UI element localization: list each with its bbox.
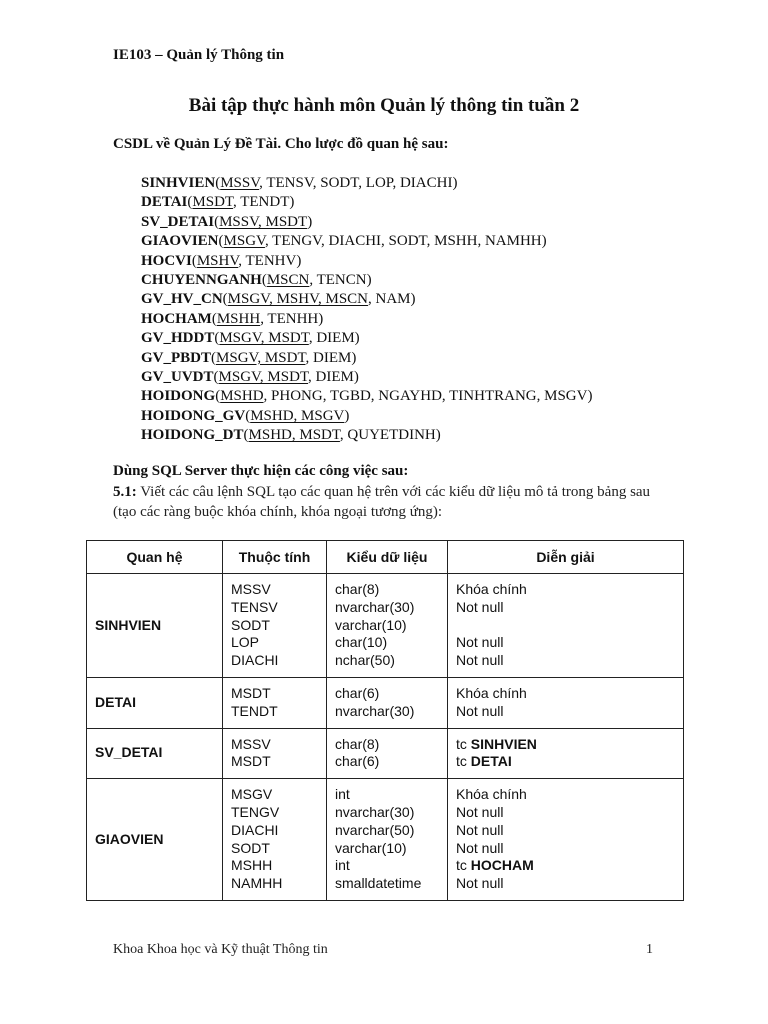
notes-cell: Khóa chính Not null [448, 677, 684, 728]
relation-cell: GIAOVIEN [87, 779, 223, 901]
notes-cell: Khóa chính Not null Not null Not null [448, 574, 684, 678]
primary-key: MSHH [216, 310, 261, 327]
task-heading: Dùng SQL Server thực hiện các công việc sau: [113, 463, 409, 479]
relation-name: GV_PBDT [141, 349, 212, 366]
schema-line: GV_HV_CN(MSGV, MSHV, MSCN, NAM) [141, 291, 416, 308]
schema-line: HOIDONG(MSHD, PHONG, TGBD, NGAYHD, TINHTRANG, MSGV) [141, 388, 593, 405]
relation-cell: SINHVIEN [87, 574, 223, 678]
primary-key: MSGV, MSDT [218, 369, 308, 386]
schema-line: SINHVIEN(MSSV, TENSV, SODT, LOP, DIACHI) [141, 175, 458, 191]
notes-cell: Khóa chính Not null Not null Not null tc HOCHAM Not null [448, 779, 684, 901]
schema-line: HOCVI(MSHV, TENHV) [141, 252, 302, 269]
primary-key: MSSV, MSDT [219, 213, 308, 230]
table-row [87, 574, 684, 678]
primary-key: MSGV, MSDT [216, 349, 306, 366]
table-header-row [87, 541, 684, 574]
types-cell: int nvarchar(30) nvarchar(50) varchar(10) int smalldatetime [327, 779, 448, 901]
types-cell: char(8) nvarchar(30) varchar(10) char(10) nchar(50) [327, 574, 448, 678]
relation-name: SV_DETAI [141, 213, 215, 230]
primary-key: MSHV [196, 252, 239, 269]
table-row [87, 728, 684, 779]
primary-key: MSDT [192, 194, 233, 211]
page-title: Bài tập thực hành môn Quản lý thông tin tuần 2 [188, 95, 580, 116]
task-description [113, 482, 673, 522]
schema-line: HOCHAM(MSHH, TENHH) [141, 310, 324, 327]
relation-name: HOCVI [141, 252, 192, 269]
table-row [87, 677, 684, 728]
attributes-cell: MSGV TENGV DIACHI SODT MSHH NAMHH [223, 779, 327, 901]
schema-line: GIAOVIEN(MSGV, TENGV, DIACHI, SODT, MSHH, NAMHH) [141, 233, 547, 250]
schema-line: HOIDONG_DT(MSHD, MSDT, QUYETDINH) [141, 427, 441, 444]
schema-line: DETAI(MSDT, TENDT) [141, 194, 295, 211]
relation-name: HOCHAM [141, 310, 212, 327]
course-header: IE103 – Quản lý Thông tin [113, 47, 285, 63]
header-attribute: Thuộc tính [223, 541, 327, 574]
schema-line: SV_DETAI(MSSV, MSDT) [141, 213, 313, 230]
relation-name: CHUYENNGANH [141, 272, 262, 289]
page-number: 1 [646, 942, 653, 957]
relation-name: HOIDONG_DT [141, 427, 244, 444]
footer-department: Khoa Khoa học và Kỹ thuật Thông tin [113, 942, 328, 957]
schema-line: GV_HDDT(MSGV, MSDT, DIEM) [141, 330, 360, 347]
attributes-cell: MSDT TENDT [223, 677, 327, 728]
primary-key: MSGV, MSHV, MSCN [227, 291, 369, 308]
attributes-cell: MSSV MSDT [223, 728, 327, 779]
schema-line: CHUYENNGANH(MSCN, TENCN) [141, 272, 372, 289]
notes-cell: tc SINHVIEN tc DETAI [448, 728, 684, 779]
primary-key: MSHD, MSDT [248, 427, 340, 444]
header-relation: Quan hệ [87, 541, 223, 574]
relation-name: GV_HDDT [141, 330, 215, 347]
intro-text: CSDL về Quản Lý Đề Tài. Cho lược đồ quan hệ sau: [113, 136, 449, 152]
relation-name: GV_HV_CN [141, 291, 223, 308]
schema-line: GV_PBDT(MSGV, MSDT, DIEM) [141, 349, 357, 366]
task-text: Viết các câu lệnh SQL tạo các quan hệ trên với các kiểu dữ liệu mô tả trong bảng sau (tạo các ràng buộc khóa chính, khóa ngoại tương ứng): [113, 484, 651, 520]
types-cell: char(6) nvarchar(30) [327, 677, 448, 728]
relation-cell: DETAI [87, 677, 223, 728]
types-cell: char(8) char(6) [327, 728, 448, 779]
primary-key: MSGV, MSDT [219, 330, 309, 347]
schema-line: GV_UVDT(MSGV, MSDT, DIEM) [141, 369, 359, 386]
table-row [87, 779, 684, 901]
header-description: Diễn giải [448, 541, 684, 574]
primary-key: MSCN [266, 272, 310, 289]
data-types-table [86, 540, 684, 901]
relation-name: SINHVIEN [141, 175, 216, 191]
primary-key: MSHD [220, 388, 264, 405]
relation-name: DETAI [141, 194, 188, 211]
relation-name: GIAOVIEN [141, 233, 219, 250]
header-data-type: Kiểu dữ liệu [327, 541, 448, 574]
relation-name: HOIDONG [141, 388, 216, 405]
schema-line: HOIDONG_GV(MSHD, MSGV) [141, 407, 350, 424]
task-number: 5.1: [113, 484, 137, 500]
relation-cell: SV_DETAI [87, 728, 223, 779]
primary-key: MSGV [223, 233, 265, 250]
primary-key: MSHD, MSGV [250, 407, 345, 424]
schema-list [141, 174, 592, 446]
relation-name: GV_UVDT [141, 369, 214, 386]
primary-key: MSSV [220, 175, 260, 191]
attributes-cell: MSSV TENSV SODT LOP DIACHI [223, 574, 327, 678]
relation-name: HOIDONG_GV [141, 407, 246, 424]
